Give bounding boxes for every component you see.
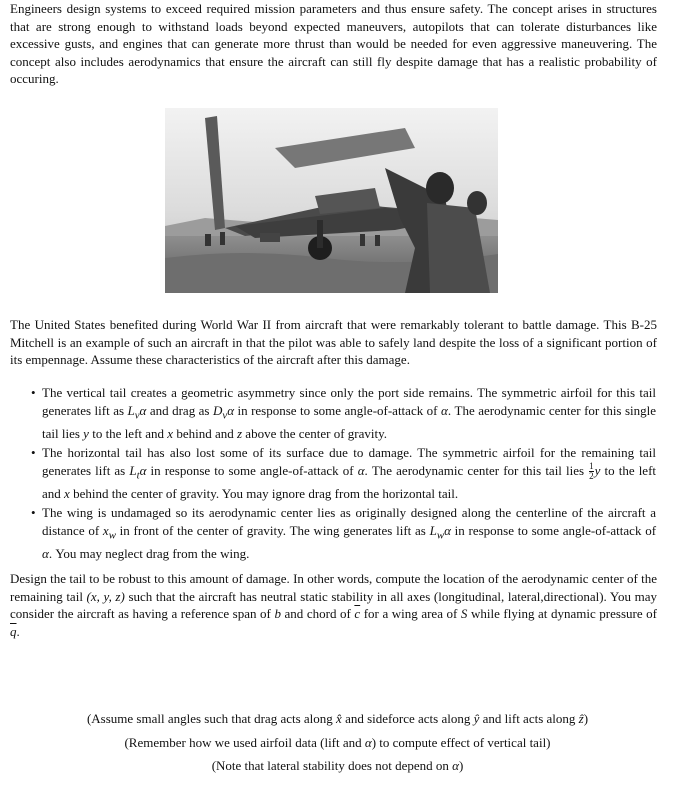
math-subscript: v xyxy=(134,409,140,422)
math: x xyxy=(64,485,70,501)
item-text: in response to some angle-of-attack of xyxy=(450,522,657,538)
task-text: Design the tail to be robust to this amount of damage. In other words, compute the location of the aerodynamic center of the remaining tail xyxy=(10,571,657,604)
math: $\overline{c}$ xyxy=(354,606,361,621)
b25-damaged-photo xyxy=(165,108,498,293)
fraction xyxy=(589,462,594,481)
task-text: for a wing area of xyxy=(360,606,461,621)
item-text: . You may neglect drag from the wing. xyxy=(48,545,250,561)
math: α xyxy=(227,402,235,418)
item-text: to the left and xyxy=(88,425,168,441)
math: y xyxy=(594,462,601,478)
note-text: (Note that lateral stability does not depend on xyxy=(211,758,453,773)
math: ŷ xyxy=(473,711,480,726)
item-text: behind the center of gravity. You may ignore drag from the horizontal tail. xyxy=(69,485,459,501)
math-subscript: w xyxy=(108,529,116,542)
fraction-numerator: 1 xyxy=(589,461,594,472)
math: α xyxy=(452,758,459,773)
task-text: such that the aircraft has neutral static stability in all axes (longitudinal, lateral,directional). You may consider the aircraft as having a reference span of xyxy=(10,588,658,621)
item-text: . The aerodynamic center for this tail lies xyxy=(364,462,589,478)
math: α xyxy=(42,545,49,561)
item-text: The vertical tail creates a geometric asymmetry since only the port side remains. The symmetric airfoil for this tail generates lift as xyxy=(42,385,656,418)
math: L xyxy=(127,402,135,418)
math-subscript: w xyxy=(436,529,445,542)
math: α xyxy=(357,462,365,478)
note-text: and sideforce acts along xyxy=(341,711,474,726)
note-text: ) xyxy=(458,758,464,773)
note-airfoil-data xyxy=(0,734,675,751)
item-text: The wing is undamaged so its aerodynamic center lies as originally designed along the centerline of the aircraft a distance of xyxy=(42,505,656,538)
item-text: behind and xyxy=(173,425,237,441)
math-subscript: t xyxy=(136,469,140,482)
math: α xyxy=(139,402,147,418)
math: L xyxy=(429,522,437,538)
math: b xyxy=(274,606,281,621)
item-text: and drag as xyxy=(146,402,213,418)
assumption-list xyxy=(0,384,656,564)
item-text: . The aerodynamic center for this single tail lies xyxy=(42,402,657,441)
math: S xyxy=(460,606,468,621)
item-text: to the left and xyxy=(42,462,657,501)
intro-paragraph: Engineers design systems to exceed required mission parameters and thus ensure safety. The concept arises in structures that are strong enough to withstand loads beyond expected maneuvers, autopilots that can tolerate disturbances like excessive gusts, and engines that can generate more thrust than would be needed for even aggressive maneuvering. The concept also includes aerodynamics that ensure the aircraft can still fly despite damage that has a realistic probability of occuring. xyxy=(10,1,657,86)
bullet-icon: • xyxy=(31,445,36,461)
task-text: . xyxy=(16,623,20,639)
note-text: (Assume small angles such that drag acts along xyxy=(86,711,337,726)
math: D xyxy=(212,402,223,418)
note-text: and lift acts along xyxy=(479,711,579,726)
item-text: The horizontal tail has also lost some of its surface due to damage. The symmetric airfoil for the remaining tail generates lift as xyxy=(42,445,656,478)
math: z xyxy=(236,425,243,441)
math: $\overline{q}$ xyxy=(10,623,17,639)
item-text: in response to some angle-of-attack of xyxy=(234,402,441,418)
note-text: ) xyxy=(583,711,589,726)
math: α xyxy=(441,402,448,418)
bullet-icon: • xyxy=(31,385,36,400)
math: α xyxy=(139,462,147,478)
item-text: in front of the center of gravity. The wing generates lift as xyxy=(115,522,430,538)
math: ẑ xyxy=(578,711,584,726)
bullet-icon: • xyxy=(31,505,36,521)
note-text: ) to compute effect of vertical tail) xyxy=(371,735,551,750)
note-small-angles xyxy=(0,710,675,727)
math: x xyxy=(167,425,174,441)
math: x xyxy=(102,522,109,538)
math: α xyxy=(444,522,451,538)
math: L xyxy=(129,462,137,478)
list-item xyxy=(31,504,657,562)
list-item xyxy=(31,444,657,502)
fraction-denominator: 2 xyxy=(589,471,594,482)
math: (x, y, z) xyxy=(86,588,125,604)
note-text: (Remember how we used airfoil data (lift and xyxy=(124,735,365,750)
item-text: above the center of gravity. xyxy=(242,425,388,441)
list-item xyxy=(31,384,657,442)
math: α xyxy=(364,735,372,750)
task-text: while flying at dynamic pressure of xyxy=(467,606,657,621)
note-lateral-stability xyxy=(0,757,675,774)
math: x̂ xyxy=(336,711,342,726)
task-paragraph xyxy=(10,570,657,640)
item-text: in response to some angle-of-attack of xyxy=(146,462,358,478)
math-subscript: v xyxy=(222,409,228,422)
task-text: and chord of xyxy=(280,606,355,621)
math: y xyxy=(83,425,89,441)
context-paragraph: The United States benefited during World War II from aircraft that were remarkably tolerant to battle damage. This B-25 Mitchell is an example of such an aircraft in that the pilot was able to safely land despite the loss of a significant portion of its empennage. Assume these characteristics of the aircraft after this damage. xyxy=(10,317,657,367)
